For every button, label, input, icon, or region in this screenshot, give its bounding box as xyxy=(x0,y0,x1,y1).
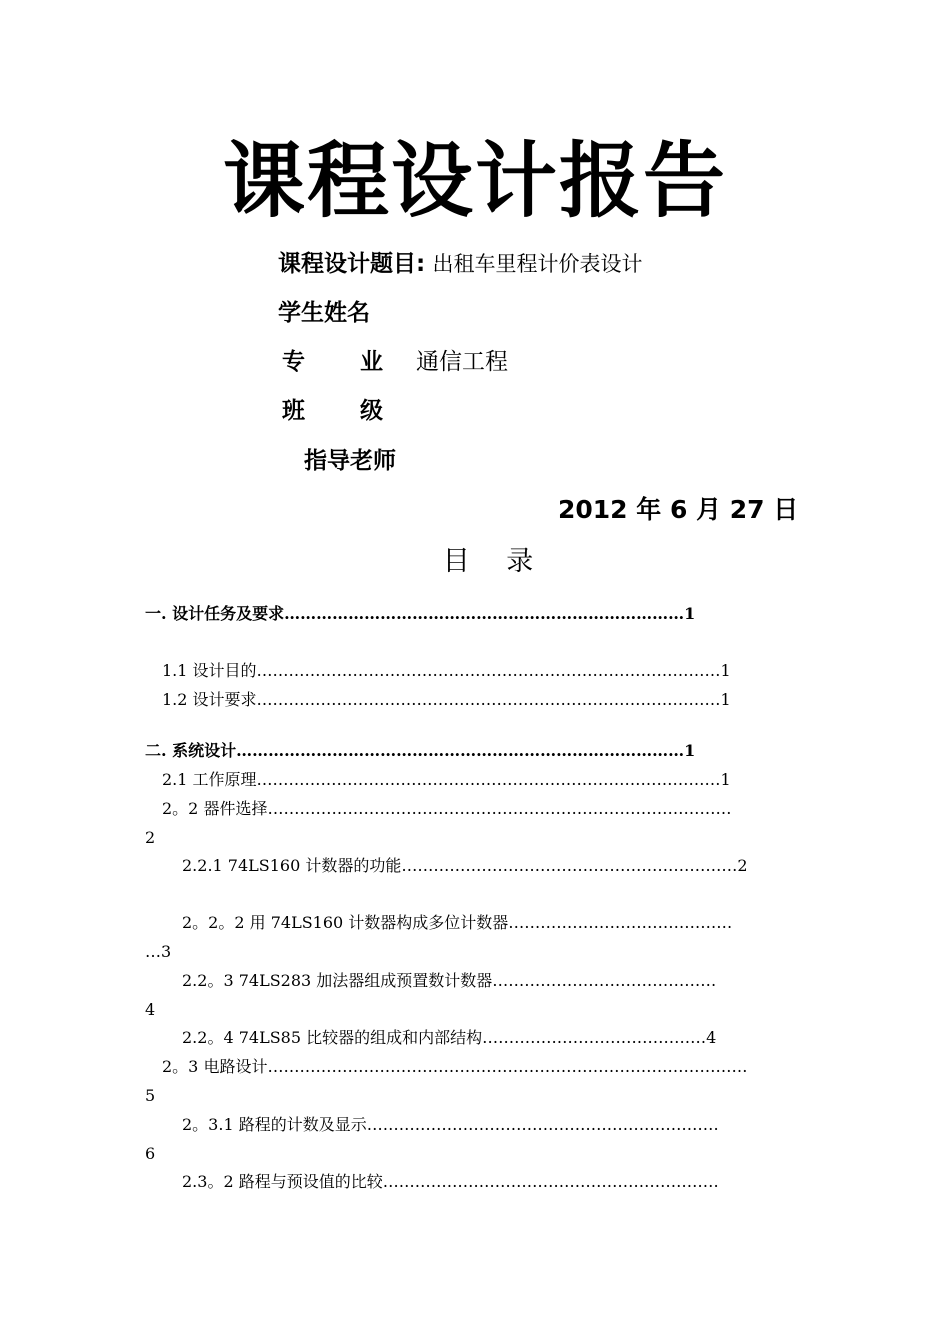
class-label-part1: 班 xyxy=(282,398,305,424)
toc-line: 2。3.1 路程的计数及显示………………………………………………………… xyxy=(182,1115,719,1134)
topic-label: 课程设计题目: xyxy=(278,251,426,277)
toc-line: …3 xyxy=(145,942,172,961)
toc-line: 2 xyxy=(145,828,156,847)
toc-line: 2.2。3 74LS283 加法器组成预置数计数器…………………………………… xyxy=(182,971,717,990)
toc-line: 6 xyxy=(145,1144,156,1163)
toc-line: 1.2 设计要求……………………………………………………………………………1 xyxy=(162,690,731,709)
toc-line: 4 xyxy=(145,1000,156,1019)
advisor-label: 指导老师 xyxy=(304,448,396,474)
major-label-part1: 专 xyxy=(282,349,305,375)
report-title: 课程设计报告 xyxy=(222,134,727,229)
toc-line: 二. 系统设计…………………………………………………………………………1 xyxy=(145,741,696,760)
major-value: 通信工程 xyxy=(416,349,508,375)
toc-heading: 目 录 xyxy=(442,546,548,577)
toc-line: 2。2 器件选择…………………………………………………………………………… xyxy=(162,799,732,818)
toc-line: 2。2。2 用 74LS160 计数器构成多位计数器…………………………………… xyxy=(182,913,733,932)
toc-line: 2。3 电路设计……………………………………………………………………………… xyxy=(162,1057,748,1076)
report-date: 2012 年 6 月 27 日 xyxy=(558,495,799,524)
class-row xyxy=(282,395,383,427)
major-row xyxy=(282,346,508,378)
topic-value: 出租车里程计价表设计 xyxy=(432,252,643,276)
class-label-part2: 级 xyxy=(360,398,383,424)
toc-line: 2.3。2 路程与预设值的比较……………………………………………………… xyxy=(182,1172,719,1191)
toc-line: 2.2。4 74LS85 比较器的组成和内部结构……………………………………4 xyxy=(182,1028,717,1047)
toc-line: 5 xyxy=(145,1086,156,1105)
major-label-part2: 业 xyxy=(360,349,383,375)
toc-line: 2.2.1 74LS160 计数器的功能………………………………………………………2 xyxy=(182,856,748,875)
student-row xyxy=(278,297,370,329)
advisor-row xyxy=(304,445,396,477)
toc-line: 2.1 工作原理……………………………………………………………………………1 xyxy=(162,770,731,789)
student-label: 学生姓名 xyxy=(278,300,370,326)
topic-row xyxy=(278,248,643,280)
toc-line: 一. 设计任务及要求…………………………………………………………………1 xyxy=(145,604,696,623)
toc-line: 1.1 设计目的……………………………………………………………………………1 xyxy=(162,661,731,680)
